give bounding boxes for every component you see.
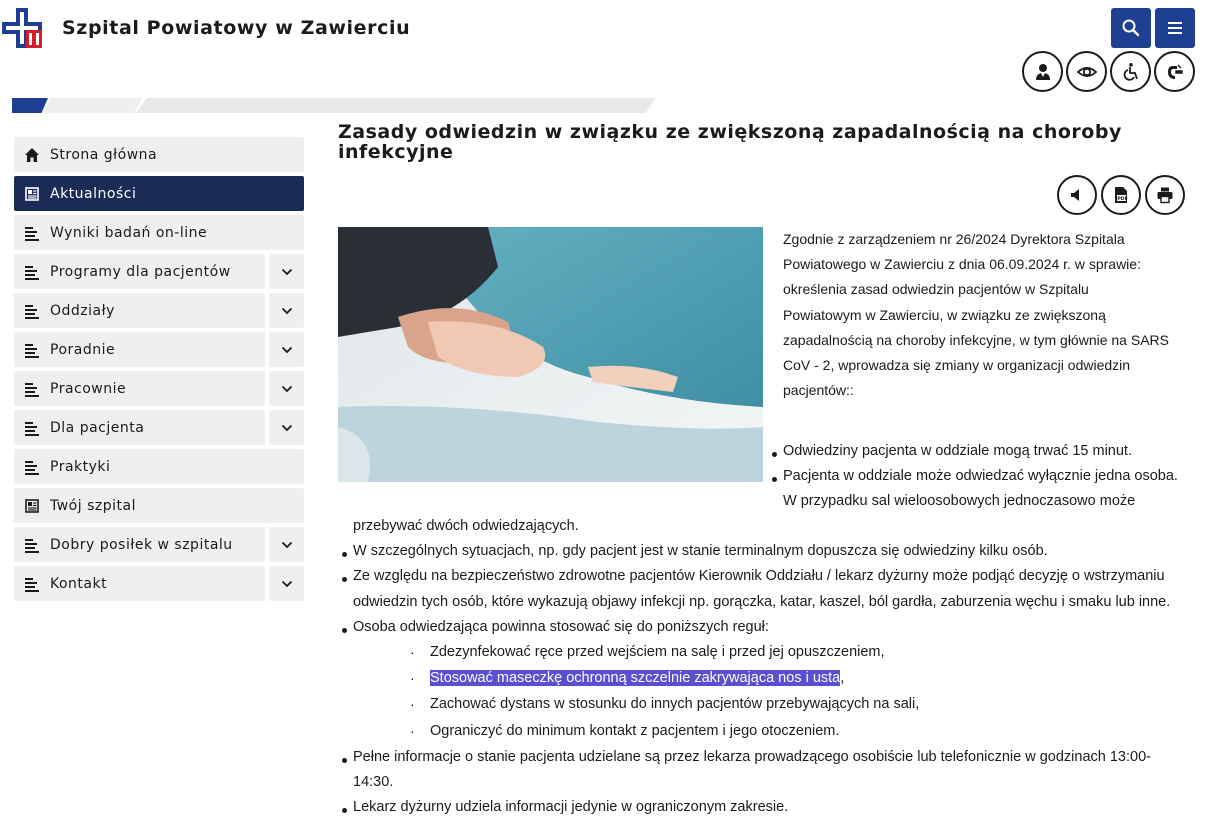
expand-toggle[interactable] [269, 332, 304, 367]
list-icon [24, 342, 40, 358]
expand-toggle[interactable] [269, 566, 304, 601]
list-icon [24, 420, 40, 436]
selected-text[interactable]: Stosować maseczkę ochronną szczelnie zakrywająca nos i usta [430, 670, 841, 686]
sub-marker: · [410, 670, 415, 686]
breadcrumb-item[interactable] [42, 98, 142, 113]
sidebar-item-label: Wyniki badań on-line [50, 224, 208, 241]
page-title [338, 122, 1178, 162]
site-title[interactable]: Szpital Powiatowy w Zawierciu [62, 17, 411, 39]
article-intro [783, 227, 1185, 403]
user-contrast-icon [1033, 62, 1053, 82]
list-item-cont: przebywać dwóch odwiedzających. [353, 518, 579, 534]
list-item-cont: odwiedzin tych osób, które wykazują objawy infekcji np. gorączka, katar, kaszel, ból gardła, zaburzenia węchu i smaku lub inne. [353, 594, 1171, 610]
svg-text:PDF: PDF [1117, 197, 1128, 202]
search-icon [1121, 18, 1141, 38]
eye-button[interactable] [1066, 51, 1107, 92]
menu-icon [1165, 18, 1185, 38]
chevron-down-icon [281, 305, 293, 317]
intro-line: określenia zasad odwiedzin pacjentów w Szpitalu [783, 281, 1089, 298]
title-line: infekcyjne [338, 141, 454, 163]
sidebar-item-label: Strona główna [50, 146, 158, 163]
sidebar-item-label: Dobry posiłek w szpitalu [50, 536, 233, 553]
list-item: Osoba odwiedzająca powinna stosować się do poniższych reguł: [353, 619, 769, 635]
hospital-logo[interactable] [2, 8, 44, 48]
sidebar-item-label: Kontakt [50, 575, 108, 592]
sidebar-item-label: Dla pacjenta [50, 419, 145, 436]
list-icon [24, 576, 40, 592]
read-aloud-button[interactable] [1057, 175, 1097, 215]
news-icon [24, 498, 40, 514]
wheelchair-button[interactable] [1110, 51, 1151, 92]
intro-line: Zgodnie z zarządzeniem nr 26/2024 Dyrektora Szpitala [783, 231, 1125, 247]
list-icon [24, 537, 40, 553]
sidebar-item-wards[interactable] [14, 293, 265, 328]
sidebar-item-contact[interactable] [14, 566, 265, 601]
list-icon [24, 459, 40, 475]
list-item: Pacjenta w oddziale może odwiedzać wyłącznie jedna osoba. [783, 468, 1178, 484]
sidebar-item-news[interactable] [14, 176, 304, 211]
contrast-user-button[interactable] [1022, 51, 1063, 92]
list-item: W szczególnych sytuacjach, np. gdy pacjent jest w stanie terminalnym dopuszcza się odwiedziny kilku osób. [353, 543, 1048, 559]
list-item: Pełne informacje o stanie pacjenta udzielane są przez lekarza prowadzącego osobiście lub telefonicznie w godzinach 13:00- [353, 749, 1151, 765]
sub-marker: · [410, 723, 415, 739]
sidebar-item-labs[interactable] [14, 371, 265, 406]
list-icon [24, 225, 40, 241]
sign-language-button[interactable] [1154, 51, 1195, 92]
sidebar-item-label: Programy dla pacjentów [50, 263, 231, 280]
intro-line: pacjentów:: [783, 382, 854, 399]
sidebar-item-label: Poradnie [50, 341, 116, 358]
sidebar-item-label: Praktyki [50, 458, 111, 475]
sidebar-item-home[interactable] [14, 137, 304, 172]
sidebar-item-results[interactable] [14, 215, 304, 250]
list-item-cont: 14:30. [353, 774, 394, 790]
menu-button[interactable] [1155, 8, 1195, 48]
eye-icon [1077, 62, 1097, 82]
chevron-down-icon [281, 344, 293, 356]
expand-toggle[interactable] [269, 410, 304, 445]
pdf-button[interactable] [1101, 175, 1141, 215]
intro-line: CoV - 2, wprowadza się zmiany w organizacji odwiedzin [783, 357, 1131, 374]
sub-list-item [430, 670, 844, 686]
list-icon [24, 381, 40, 397]
sub-list-item: Zachować dystans w stosunku do innych pacjentów przebywających na sali, [430, 696, 920, 712]
expand-toggle[interactable] [269, 254, 304, 289]
sub-marker: · [410, 696, 415, 712]
list-icon [24, 303, 40, 319]
chevron-down-icon [281, 422, 293, 434]
sidebar-item-programs[interactable] [14, 254, 265, 289]
search-button[interactable] [1111, 8, 1151, 48]
chevron-down-icon [281, 539, 293, 551]
chevron-down-icon [281, 578, 293, 590]
list-item: Odwiedziny pacjenta w oddziale mogą trwać 15 minut. [783, 443, 1132, 459]
print-button[interactable] [1145, 175, 1185, 215]
home-icon [24, 147, 40, 163]
sidebar-item-for-patient[interactable] [14, 410, 265, 445]
breadcrumb [12, 98, 656, 113]
text-tail: , [840, 670, 845, 686]
speaker-icon [1068, 186, 1086, 204]
sidebar-item-label: Twój szpital [50, 497, 136, 514]
sidebar-item-label: Oddziały [50, 302, 115, 319]
list-icon [24, 264, 40, 280]
intro-line: zapadalnością na choroby infekcyjne, w tym głównie na SARS [783, 331, 1169, 348]
list-item: Lekarz dyżurny udziela informacji jedynie w ograniczonym zakresie. [353, 799, 789, 815]
expand-toggle[interactable] [269, 527, 304, 562]
sidebar-item-meal[interactable] [14, 527, 265, 562]
sidebar-item-internships[interactable] [14, 449, 304, 484]
sidebar-item-clinics[interactable] [14, 332, 265, 367]
intro-line: Powiatowym w Zawierciu, w związku ze zwiększoną [783, 306, 1106, 323]
sidebar-item-your-hospital[interactable] [14, 488, 304, 523]
list-item-cont: W przypadku sal wieloosobowych jednoczasowo może [783, 493, 1136, 509]
expand-toggle[interactable] [269, 293, 304, 328]
wheelchair-icon [1121, 62, 1141, 82]
print-icon [1156, 186, 1174, 204]
breadcrumb-home[interactable] [12, 98, 48, 113]
chevron-down-icon [281, 383, 293, 395]
sidebar-nav [14, 137, 304, 605]
news-icon [24, 186, 40, 202]
list-item: Ze względu na bezpieczeństwo zdrowotne pacjentów Kierownik Oddziału / lekarz dyżurny może podjąć decyzję o wstrzymaniu [353, 568, 1165, 584]
article-photo [338, 227, 763, 482]
chevron-down-icon [281, 266, 293, 278]
sidebar-item-label: Aktualności [50, 185, 137, 202]
sub-list-item: Ograniczyć do minimum kontakt z pacjentem i jego otoczeniem. [430, 723, 840, 739]
sidebar-item-label: Pracownie [50, 380, 127, 397]
intro-line: Powiatowego w Zawierciu z dnia 06.09.2024 r. w sprawie: [783, 256, 1141, 273]
title-line: Zasady odwiedzin w związku ze zwiększoną zapadalnością na choroby [338, 121, 1122, 143]
breadcrumb-current [136, 98, 656, 113]
pdf-icon [1112, 186, 1130, 204]
sub-marker: · [410, 644, 415, 660]
sub-list-item: Zdezynfekować ręce przed wejściem na salę i przed jej opuszczeniem, [430, 644, 885, 660]
expand-toggle[interactable] [269, 371, 304, 406]
sign-language-icon [1165, 62, 1185, 82]
